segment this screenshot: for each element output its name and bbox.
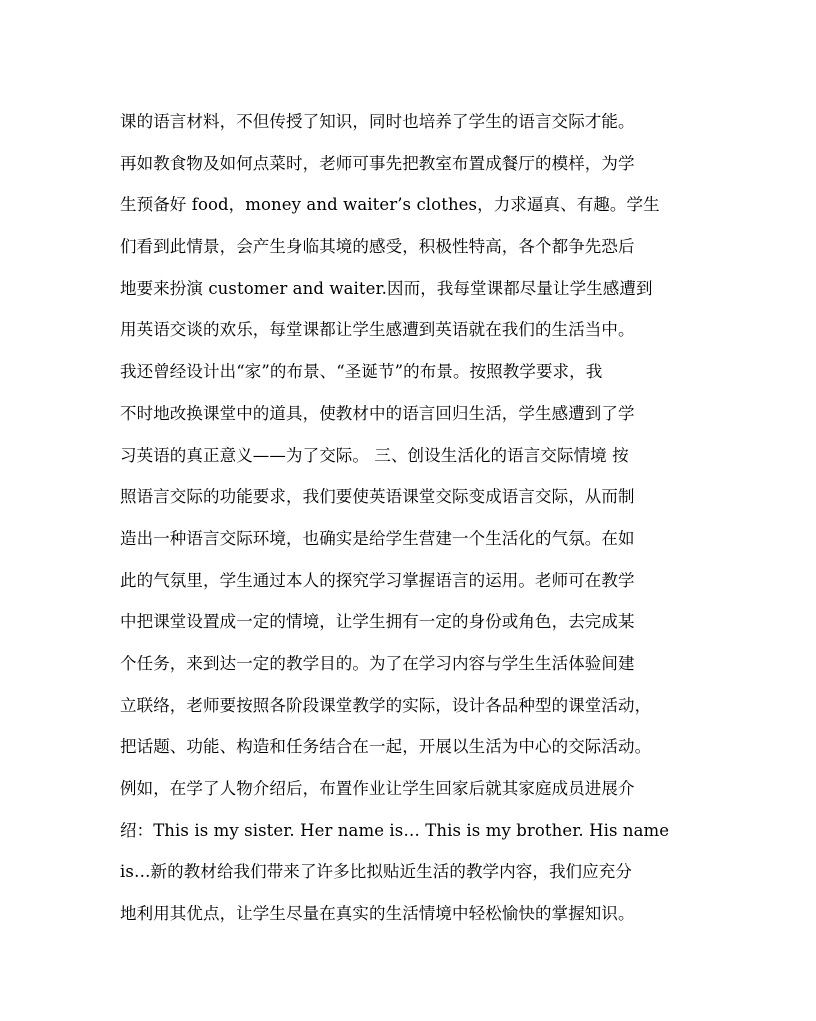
text-line: 生预备好 food，money and waiter’s clothes，力求逼真、有趣。学生	[120, 195, 660, 215]
text-line: 此的气氛里，学生通过本人的探究学习掌握语言的运用。老师可在教学	[120, 570, 635, 590]
text-line: 地要来扮演 customer and waiter.因而，我每堂课都尽量让学生感遭到	[120, 278, 653, 298]
text-line: 用英语交谈的欢乐，每堂课都让学生感遭到英语就在我们的生活当中。	[120, 320, 635, 340]
text-line: 例如，在学了人物介绍后，布置作业让学生回家后就其家庭成员进展介	[120, 779, 635, 798]
text-line: 立联络，老师要按照各阶段课堂教学的实际，设计各品种型的课堂活动，	[120, 695, 652, 715]
body-text	[120, 101, 730, 935]
text-line: 课的语言材料，不但传授了知识，同时也培养了学生的语言交际才能。	[120, 112, 635, 131]
text-line: 中把课堂设置成一定的情境，让学生拥有一定的身份或角色，去完成某	[120, 612, 635, 632]
text-line: 绍：This is my sister. Her name is… This is my brother. His name	[120, 820, 670, 840]
text-line: 把话题、功能、构造和任务结合在一起，开展以生活为中心的交际活动。	[120, 737, 652, 757]
text-line: 照语言交际的功能要求，我们要使英语课堂交际变成语言交际，从而制	[120, 487, 635, 507]
text-line: 习英语的真正意义——为了交际。 三、创设生活化的语言交际情境 按	[120, 445, 629, 465]
text-line: 不时地改换课堂中的道具，使教材中的语言回归生活，学生感遭到了学	[120, 403, 635, 423]
text-line: is…新的教材给我们带来了许多比拟贴近生活的教学内容，我们应充分	[120, 862, 632, 882]
text-line: 个任务，来到达一定的教学目的。为了在学习内容与学生生活体验间建	[120, 653, 635, 673]
text-line: 地利用其优点，让学生尽量在真实的生活情境中轻松愉快的掌握知识。	[120, 904, 635, 924]
text-line: 们看到此情景，会产生身临其境的感受，积极性特高，各个都争先恐后	[120, 237, 635, 257]
text-line: 再如教食物及如何点菜时，老师可事先把教室布置成餐厅的模样，为学	[120, 153, 635, 173]
text-line: 我还曾经设计出“家”的布景、“圣诞节”的布景。按照教学要求，我	[120, 362, 603, 382]
text-line: 造出一种语言交际环境，也确实是给学生营建一个生活化的气氛。在如	[120, 528, 635, 548]
